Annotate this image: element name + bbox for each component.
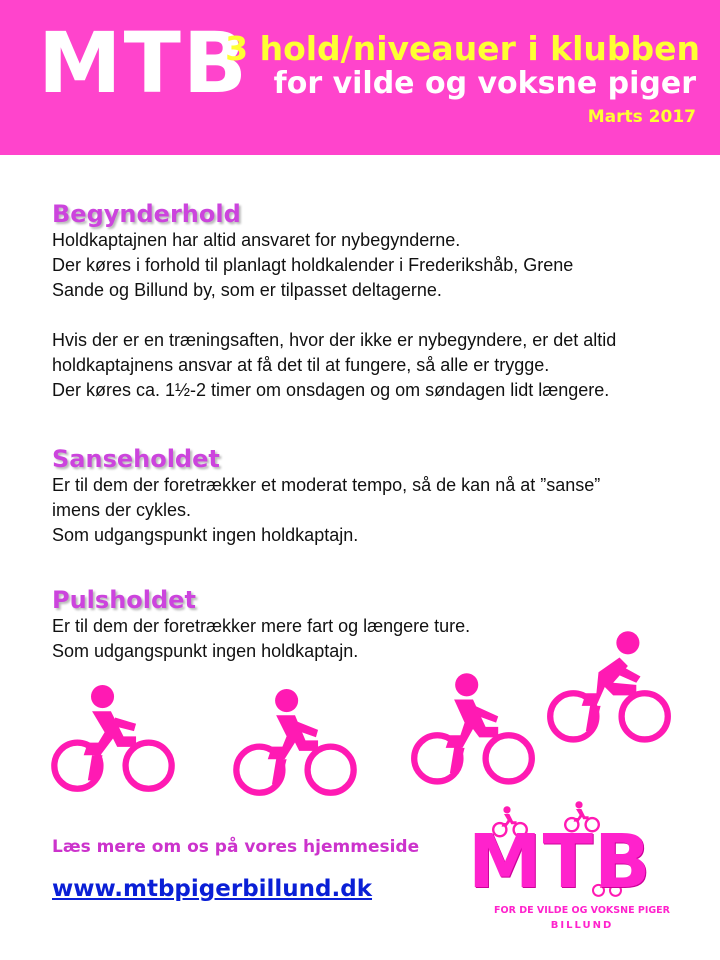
- banner-subtitle: 3 hold/niveauer i klubben: [225, 29, 700, 68]
- header-banner: [0, 0, 720, 155]
- section-heading: Pulsholdet: [52, 586, 196, 614]
- cyclist-icon: [50, 684, 176, 794]
- banner-date: Marts 2017: [587, 107, 696, 127]
- logo-title: MTB: [468, 819, 652, 905]
- section-heading: Begynderhold: [52, 200, 241, 228]
- section-paragraph: Er til dem der foretrækker mere fart og længere ture. Som udgangspunkt ingen holdkaptajn.: [52, 616, 471, 661]
- logo-city: BILLUND: [550, 920, 614, 931]
- banner-tagline: for vilde og voksne piger: [273, 66, 696, 101]
- read-more-text: Læs mere om os på vores hjemmeside: [52, 837, 420, 857]
- cyclist-icon: [410, 672, 536, 788]
- section-paragraph: Holdkaptajnen har altid ansvaret for nybegynderne. Der køres i forhold til planlagt holdkalender i Frederikshåb, Grene Sande og Billund by, som er tilpasset deltagerne.: [52, 230, 574, 300]
- banner-title: MTB: [38, 14, 249, 112]
- website-link[interactable]: www.mtbpigerbillund.dk: [52, 876, 373, 902]
- cyclist-icon: [232, 688, 358, 798]
- logo-subtitle: FOR DE VILDE OG VOKSNE PIGER: [494, 905, 670, 916]
- section-heading: Sanseholdet: [52, 445, 220, 473]
- section-paragraph: Er til dem der foretrækker et moderat tempo, så de kan nå at ”sanse” imens der cykles. Som udgangspunkt ingen holdkaptajn.: [52, 475, 601, 545]
- cyclist-icon: [546, 630, 672, 746]
- section-paragraph: Hvis der er en træningsaften, hvor der ikke er nybegyndere, er det altid holdkaptajnens ansvar at få det til at fungere, så alle er trygge. Der køres ca. 1½-2 timer om onsdagen og om søndagen lidt længere.: [52, 330, 617, 400]
- mtb-logo: [462, 800, 702, 940]
- section-begynderhold: [52, 200, 692, 403]
- section-sanseholdet: [52, 445, 692, 548]
